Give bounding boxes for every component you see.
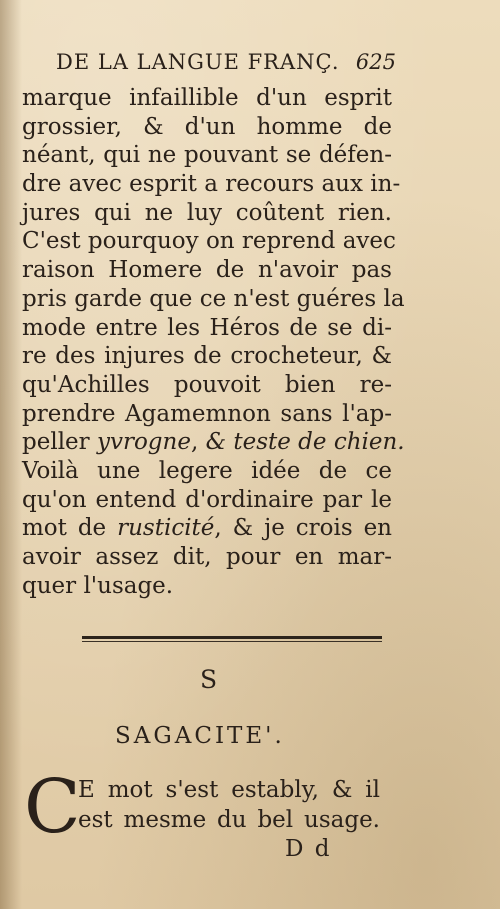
text-line: qu'on entend d'ordinaire par le [22, 486, 392, 513]
text-line: C'est pourquoy on reprend avec [22, 228, 396, 255]
italic-run: yvrogne [96, 429, 191, 456]
text-run: , [190, 429, 206, 456]
text-run: mot de [22, 515, 118, 542]
text-line: pris garde que ce n'est guéres la [22, 285, 405, 312]
text-line: grossier, & d'un homme de [22, 113, 392, 140]
page-number: 625 [355, 50, 396, 74]
text-run: peller [22, 429, 90, 456]
text-line-mixed [22, 514, 392, 543]
drop-cap: C [24, 764, 81, 850]
section-letter: S [200, 665, 218, 694]
text-line: prendre Agamemnon sans l'ap- [22, 400, 392, 427]
text-line: raison Homere de n'avoir pas [22, 257, 392, 284]
running-head [56, 50, 396, 74]
italic-run: & teste de chien. [205, 429, 405, 456]
text-run: , & je crois en [214, 515, 392, 542]
text-line-mixed [22, 428, 405, 457]
entry-heading: SAGACITE'. [115, 723, 285, 749]
catchword: D d [285, 836, 332, 862]
text-line: E mot s'est estably, & il [78, 777, 380, 803]
text-line: dre avec esprit a recours aux in- [22, 171, 401, 198]
entry-text [78, 775, 380, 835]
text-line: Voilà une legere idée de ce [22, 457, 392, 484]
text-line: qu'Achilles pouvoit bien re- [22, 371, 392, 398]
text-line: marque infaillible d'un esprit [22, 85, 392, 111]
text-line: mode entre les Héros de se di- [22, 314, 392, 341]
text-line: néant, qui ne pouvant se défen- [22, 142, 392, 169]
body-text [22, 84, 405, 600]
text-line: est mesme du bel usage. [78, 807, 380, 833]
gutter-shadow [0, 0, 22, 909]
italic-run: rusticité [117, 515, 215, 542]
text-line: quer l'usage. [22, 572, 174, 599]
text-line: avoir assez dit, pour en mar- [22, 544, 392, 570]
running-head-title: DE LA LANGUE FRANÇ. [56, 50, 340, 74]
section-divider-rule [82, 636, 382, 639]
text-line: re des injures de crocheteur, & [22, 343, 392, 370]
text-line: jures qui ne luy coûtent rien. [22, 199, 392, 226]
